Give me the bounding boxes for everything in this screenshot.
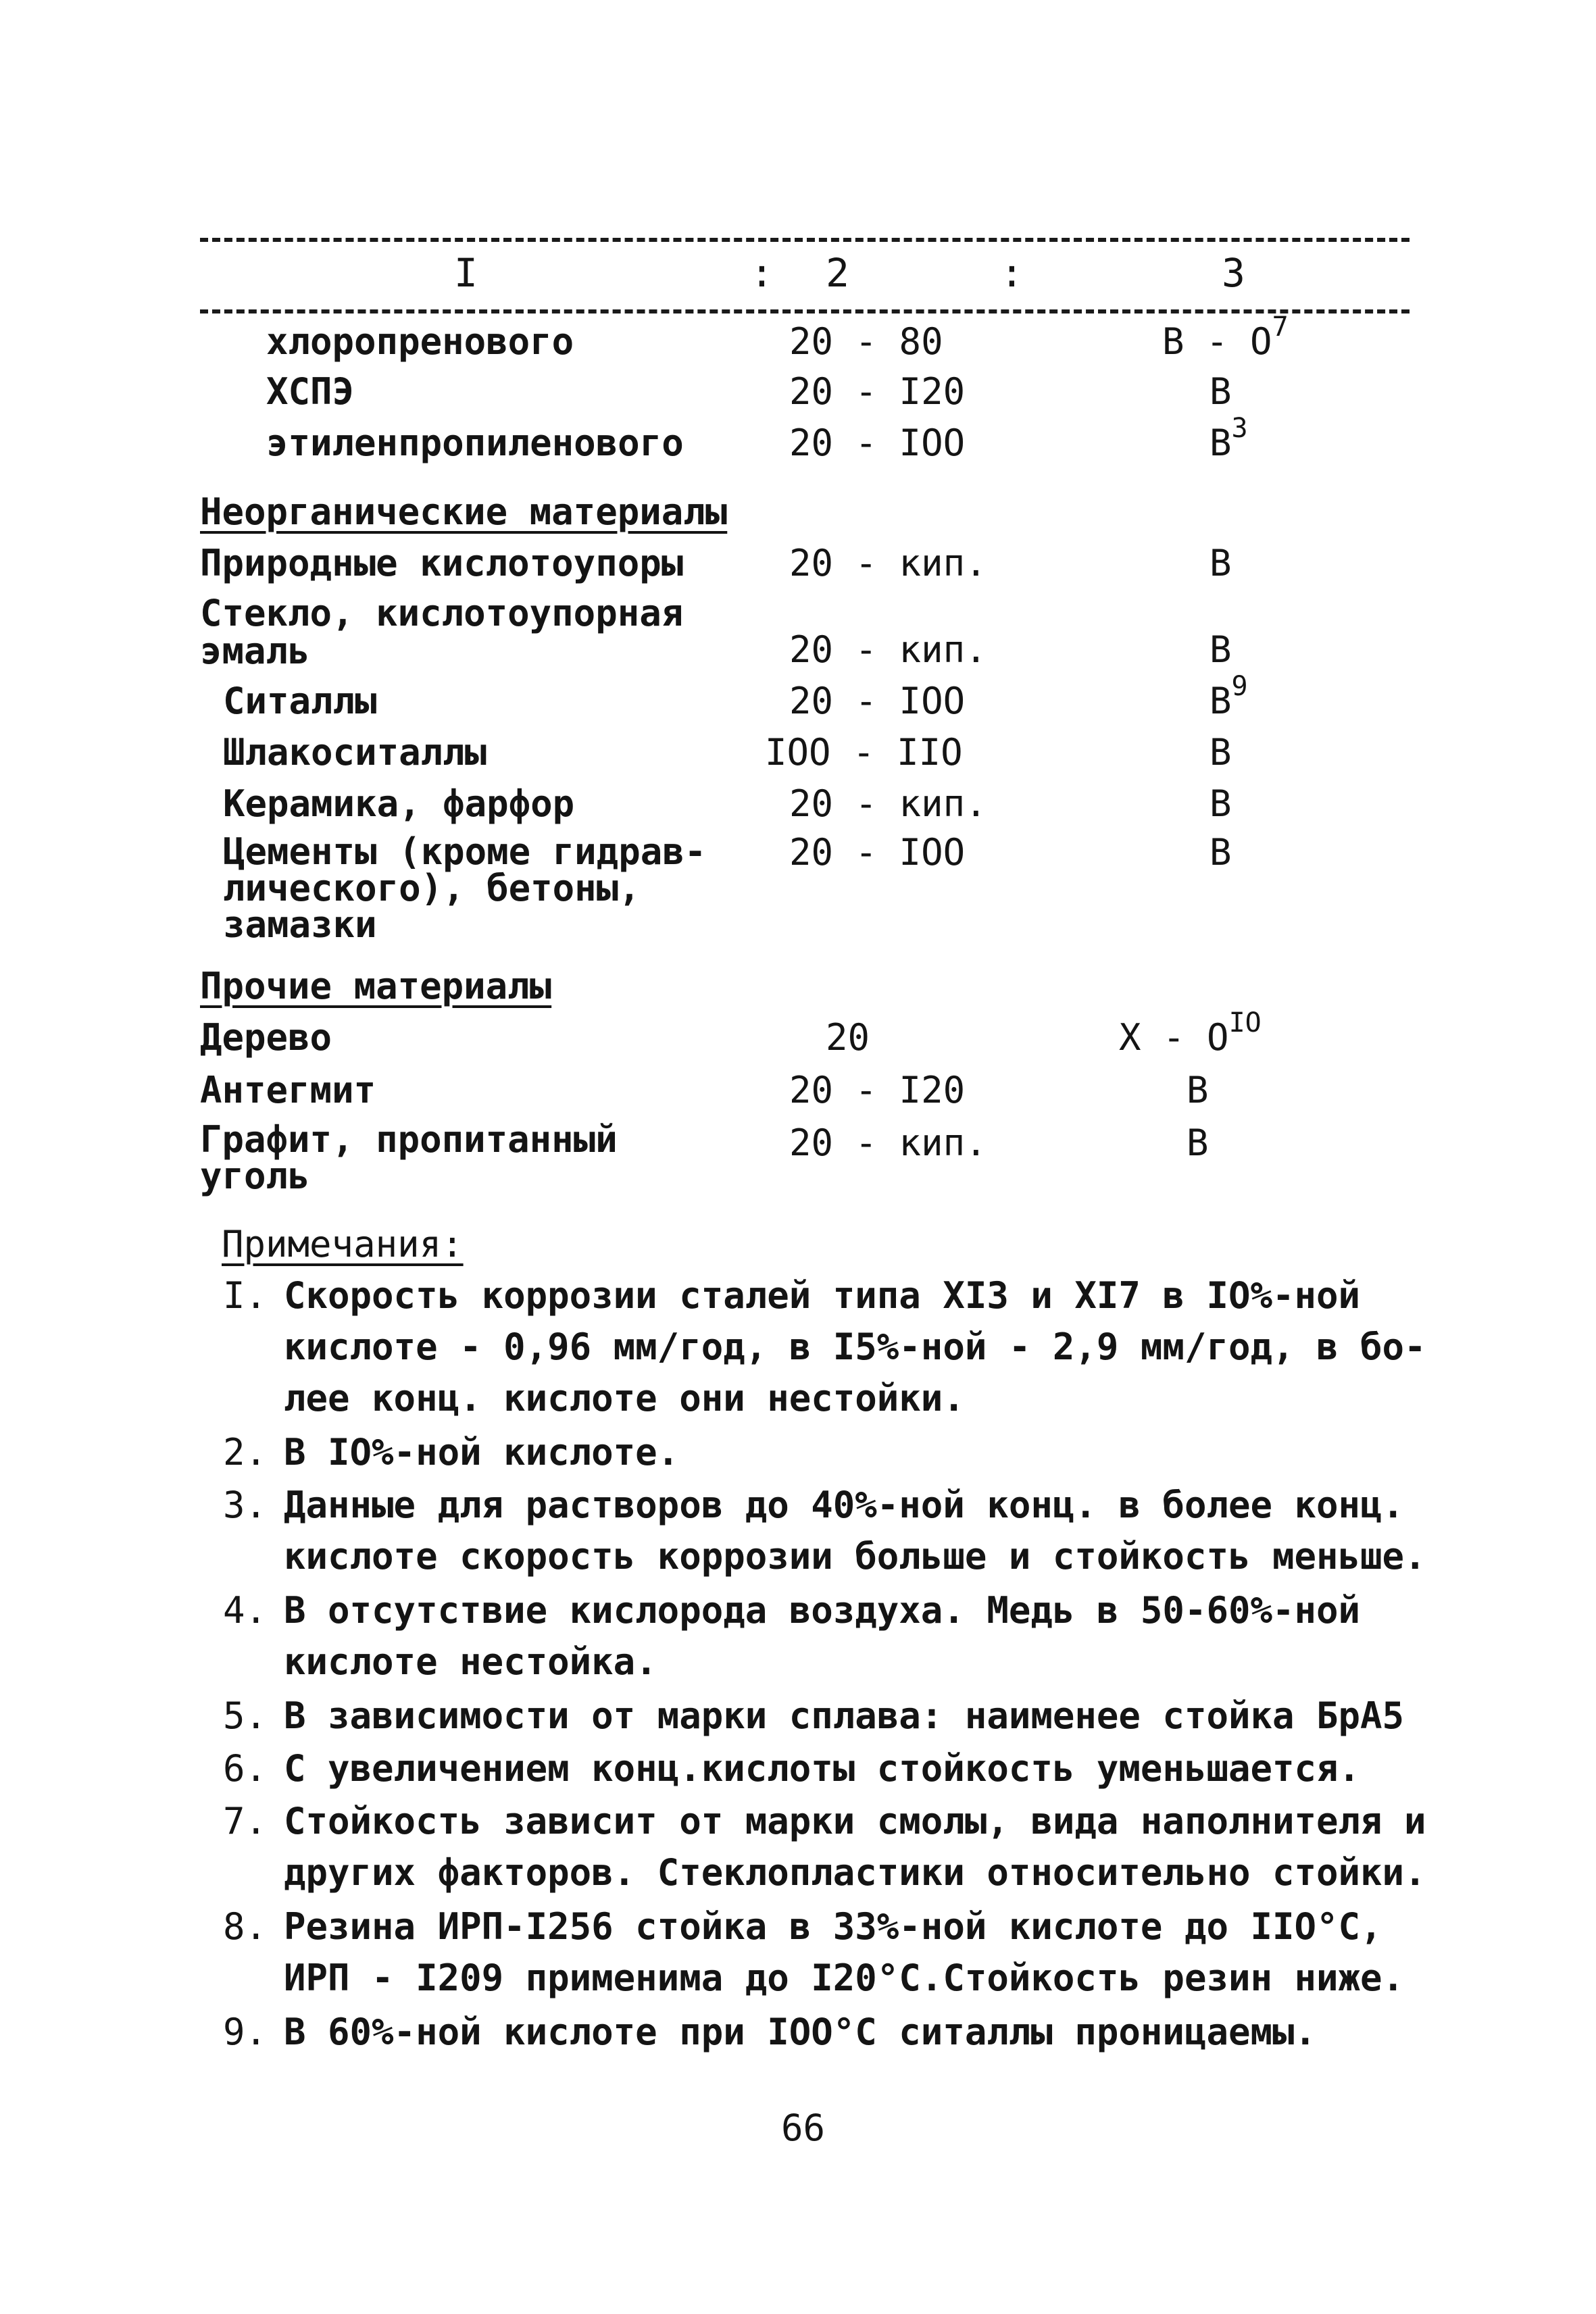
row-temp: IOO - IIO <box>765 731 963 774</box>
header-col1: I <box>454 250 478 296</box>
row-resistance <box>1210 831 1232 874</box>
header-sep2: : <box>1000 250 1024 296</box>
note-line: лее конц. кислоте они нестойки. <box>284 1377 965 1419</box>
row-footnote: IO <box>1228 1007 1262 1038</box>
row-footnote: 9 <box>1231 671 1248 702</box>
row-res-value: В <box>1210 422 1232 464</box>
row-name: Антегмит <box>200 1069 376 1111</box>
note-line: кислоте - 0,96 мм/год, в I5%-ной - 2,9 мм/год, в бо- <box>284 1326 1426 1368</box>
row-name <box>223 830 707 946</box>
row-temp: 20 - IOO <box>789 422 966 464</box>
row-temp: 20 - кип. <box>789 542 987 584</box>
row-temp: 20 - I20 <box>789 1069 966 1111</box>
row-resistance <box>1187 1069 1209 1112</box>
row-resistance <box>1210 731 1232 774</box>
note-line: других факторов. Стеклопластики относительно стойки. <box>284 1851 1426 1894</box>
row-name-line: Стекло, кислотоупорная <box>200 592 684 634</box>
note-line: В 60%-ной кислоте при IOO°С ситаллы проницаемы. <box>284 2011 1317 2053</box>
note-number: 5. <box>223 1694 268 1737</box>
row-temp: 20 - 80 <box>789 320 943 363</box>
row-name <box>200 1118 618 1197</box>
row-temp: 20 - кип. <box>789 628 987 671</box>
row-res-value: В <box>1210 731 1232 774</box>
row-name: ХСПЭ <box>266 370 355 413</box>
table-header-rule <box>200 309 1410 313</box>
section-heading-inorganic: Неорганические материалы <box>200 491 728 533</box>
row-resistance <box>1210 628 1232 672</box>
section-heading-other: Прочие материалы <box>200 965 552 1007</box>
row-footnote: 7 <box>1272 311 1289 343</box>
note-line: кислоте нестойка. <box>284 1640 657 1683</box>
row-resistance <box>1210 413 1248 465</box>
row-footnote: 3 <box>1231 413 1248 444</box>
row-name-line: Графит, пропитанный <box>200 1118 618 1161</box>
row-res-value: В <box>1210 680 1232 722</box>
row-resistance <box>1187 1122 1209 1165</box>
row-res-value: В <box>1210 542 1232 584</box>
note-number: 8. <box>223 1905 268 1948</box>
row-name-line: Цементы (кроме гидрав- <box>223 830 707 873</box>
row-res-value: В <box>1187 1069 1209 1111</box>
row-temp: 20 - IOO <box>789 831 966 874</box>
note-line: Данные для растворов до 40%-ной конц. в более конц. <box>284 1484 1405 1526</box>
row-res-value: В <box>1210 628 1232 671</box>
page-number: 66 <box>781 2107 826 2149</box>
row-res-value: В - О <box>1162 320 1272 363</box>
note-line: В отсутствие кислорода воздуха. Медь в 50-60%-ной <box>284 1589 1361 1632</box>
row-name-line: замазки <box>223 903 377 946</box>
row-resistance <box>1210 782 1232 826</box>
note-line: В зависимости от марки сплава: наименее стойка БрА5 <box>284 1694 1405 1737</box>
row-name: этиленпропиленового <box>266 422 684 464</box>
header-col3: 3 <box>1222 250 1245 296</box>
header-col2: 2 <box>826 250 849 296</box>
row-temp: 20 - кип. <box>789 782 987 825</box>
row-name: хлоропренового <box>266 320 574 363</box>
row-resistance <box>1119 1007 1262 1059</box>
note-line: Стойкость зависит от марки смолы, вида наполнителя и <box>284 1800 1426 1842</box>
row-name: Ситаллы <box>223 680 377 722</box>
note-number: 9. <box>223 2011 268 2053</box>
note-number: 2. <box>223 1431 268 1474</box>
note-number: 7. <box>223 1800 268 1842</box>
header-sep1: : <box>750 250 774 296</box>
note-line: кислоте скорость коррозии больше и стойкость меньше. <box>284 1535 1426 1578</box>
row-temp: 20 - I20 <box>789 370 966 413</box>
row-name: Шлакоситаллы <box>223 731 487 774</box>
note-line: ИРП - I209 применима до I20°С.Стойкость резин ниже. <box>284 1957 1405 1999</box>
row-name-line: эмаль <box>200 630 310 672</box>
row-name: Дерево <box>200 1016 332 1059</box>
row-res-value: В <box>1210 831 1232 874</box>
note-number: 4. <box>223 1589 268 1632</box>
table-top-rule <box>200 238 1410 242</box>
note-number: 6. <box>223 1747 268 1790</box>
row-temp: 20 - кип. <box>789 1122 987 1164</box>
row-res-value: В <box>1187 1122 1209 1164</box>
row-resistance <box>1210 671 1248 723</box>
row-resistance <box>1210 370 1232 413</box>
row-name-line: уголь <box>200 1155 310 1197</box>
note-line: Скорость коррозии сталей типа XI3 и XI7 в IO%-ной <box>284 1274 1361 1317</box>
note-number: 3. <box>223 1484 268 1526</box>
row-name-line: лического), бетоны, <box>223 867 641 909</box>
row-resistance <box>1210 542 1232 585</box>
row-name: Керамика, фарфор <box>223 782 575 825</box>
row-temp: 20 <box>826 1016 870 1059</box>
row-res-value: В <box>1210 370 1232 413</box>
row-name: Природные кислотоупоры <box>200 542 684 584</box>
row-name <box>200 592 684 672</box>
notes-title: Примечания: <box>222 1223 464 1265</box>
note-line: С увеличением конц.кислоты стойкость уменьшается. <box>284 1747 1361 1790</box>
row-resistance <box>1162 311 1289 363</box>
note-line: В IO%-ной кислоте. <box>284 1431 680 1474</box>
row-res-value: Х - О <box>1119 1016 1229 1059</box>
note-number: I. <box>223 1274 268 1317</box>
row-temp: 20 - IOO <box>789 680 966 722</box>
row-res-value: В <box>1210 782 1232 825</box>
note-line: Резина ИРП-I256 стойка в 33%-ной кислоте до IIO°С, <box>284 1905 1382 1948</box>
